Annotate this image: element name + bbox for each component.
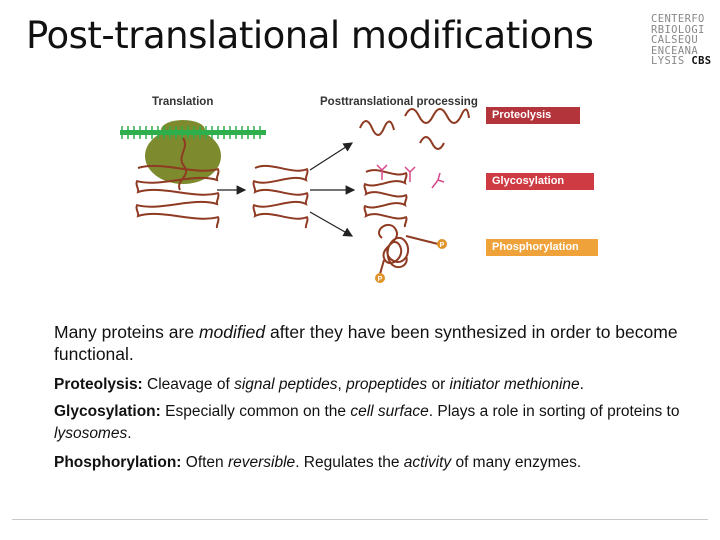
- tag-glycosylation: Glycosylation: [486, 173, 594, 190]
- item-term: Phosphorylation:: [54, 454, 182, 471]
- tag-proteolysis: Proteolysis: [486, 107, 580, 124]
- arrow-to-proteolysis: [310, 143, 352, 170]
- item-term: Proteolysis:: [54, 376, 143, 393]
- logo-row: CENTERFO: [651, 13, 705, 25]
- protein-coil: [253, 166, 307, 228]
- item-text: .: [579, 376, 584, 393]
- item-text: Often: [181, 454, 228, 471]
- item-text: . Regulates the: [295, 454, 404, 471]
- cleaved-peptide-c: [420, 137, 444, 149]
- item-text: .: [127, 425, 132, 442]
- item-emphasis: activity: [403, 454, 452, 471]
- phosphate-symbol: P: [439, 242, 445, 249]
- item-proteolysis: [54, 374, 694, 396]
- intro-text: Many proteins are: [54, 322, 199, 342]
- item-text: Cleavage of: [142, 376, 235, 393]
- arrow-to-phosphorylation: [310, 212, 352, 236]
- processing-label: Posttranslational processing: [320, 96, 478, 108]
- footer-divider: [12, 519, 708, 520]
- item-text: of many enzymes.: [451, 454, 582, 471]
- cleaved-peptide-a: [360, 121, 394, 135]
- intro-text: after they have been synthesized in order to become functional.: [54, 322, 678, 364]
- logo-cbs: CBS: [691, 55, 712, 67]
- item-emphasis: initiator methionine: [449, 376, 580, 393]
- logo-row: CALSEQU: [651, 34, 699, 46]
- translation-label: Translation: [152, 96, 214, 108]
- item-emphasis: reversible: [227, 454, 296, 471]
- item-term: Glycosylation:: [54, 403, 161, 420]
- logo-row-text: LYSIS: [651, 55, 692, 67]
- item-emphasis: signal peptides: [234, 376, 338, 393]
- item-emphasis: propeptides: [346, 376, 428, 393]
- mrna-strand: [120, 130, 266, 135]
- item-emphasis: lysosomes: [54, 425, 128, 442]
- slide-title: Post-translational modifications: [26, 14, 594, 57]
- item-emphasis: cell surface: [350, 403, 429, 420]
- logo-row: ENCEANA: [651, 44, 699, 57]
- intro-paragraph: [54, 321, 684, 365]
- cleaved-peptide-b: [405, 109, 469, 123]
- item-phosphorylation: [54, 452, 694, 474]
- intro-emphasis: modified: [198, 322, 266, 342]
- translation-illustration: [120, 120, 266, 190]
- cbs-logo: [651, 14, 715, 67]
- item-text: or: [427, 376, 450, 393]
- phosphate-link: [380, 260, 384, 274]
- protein-coil: [364, 170, 406, 227]
- glycan-chain: [432, 173, 444, 188]
- item-text: Especially common on the: [160, 403, 351, 420]
- item-glycosylation: [54, 401, 694, 445]
- item-text: ,: [337, 376, 347, 393]
- item-text: . Plays a role in sorting of proteins to: [428, 403, 680, 420]
- tag-phosphorylation: Phosphorylation: [486, 239, 598, 256]
- logo-row: [651, 56, 715, 67]
- phosphate-link: [406, 236, 438, 244]
- phosphate-symbol: P: [377, 276, 383, 283]
- ptm-diagram: [120, 88, 600, 293]
- logo-row: RBIOLOGI: [651, 23, 705, 36]
